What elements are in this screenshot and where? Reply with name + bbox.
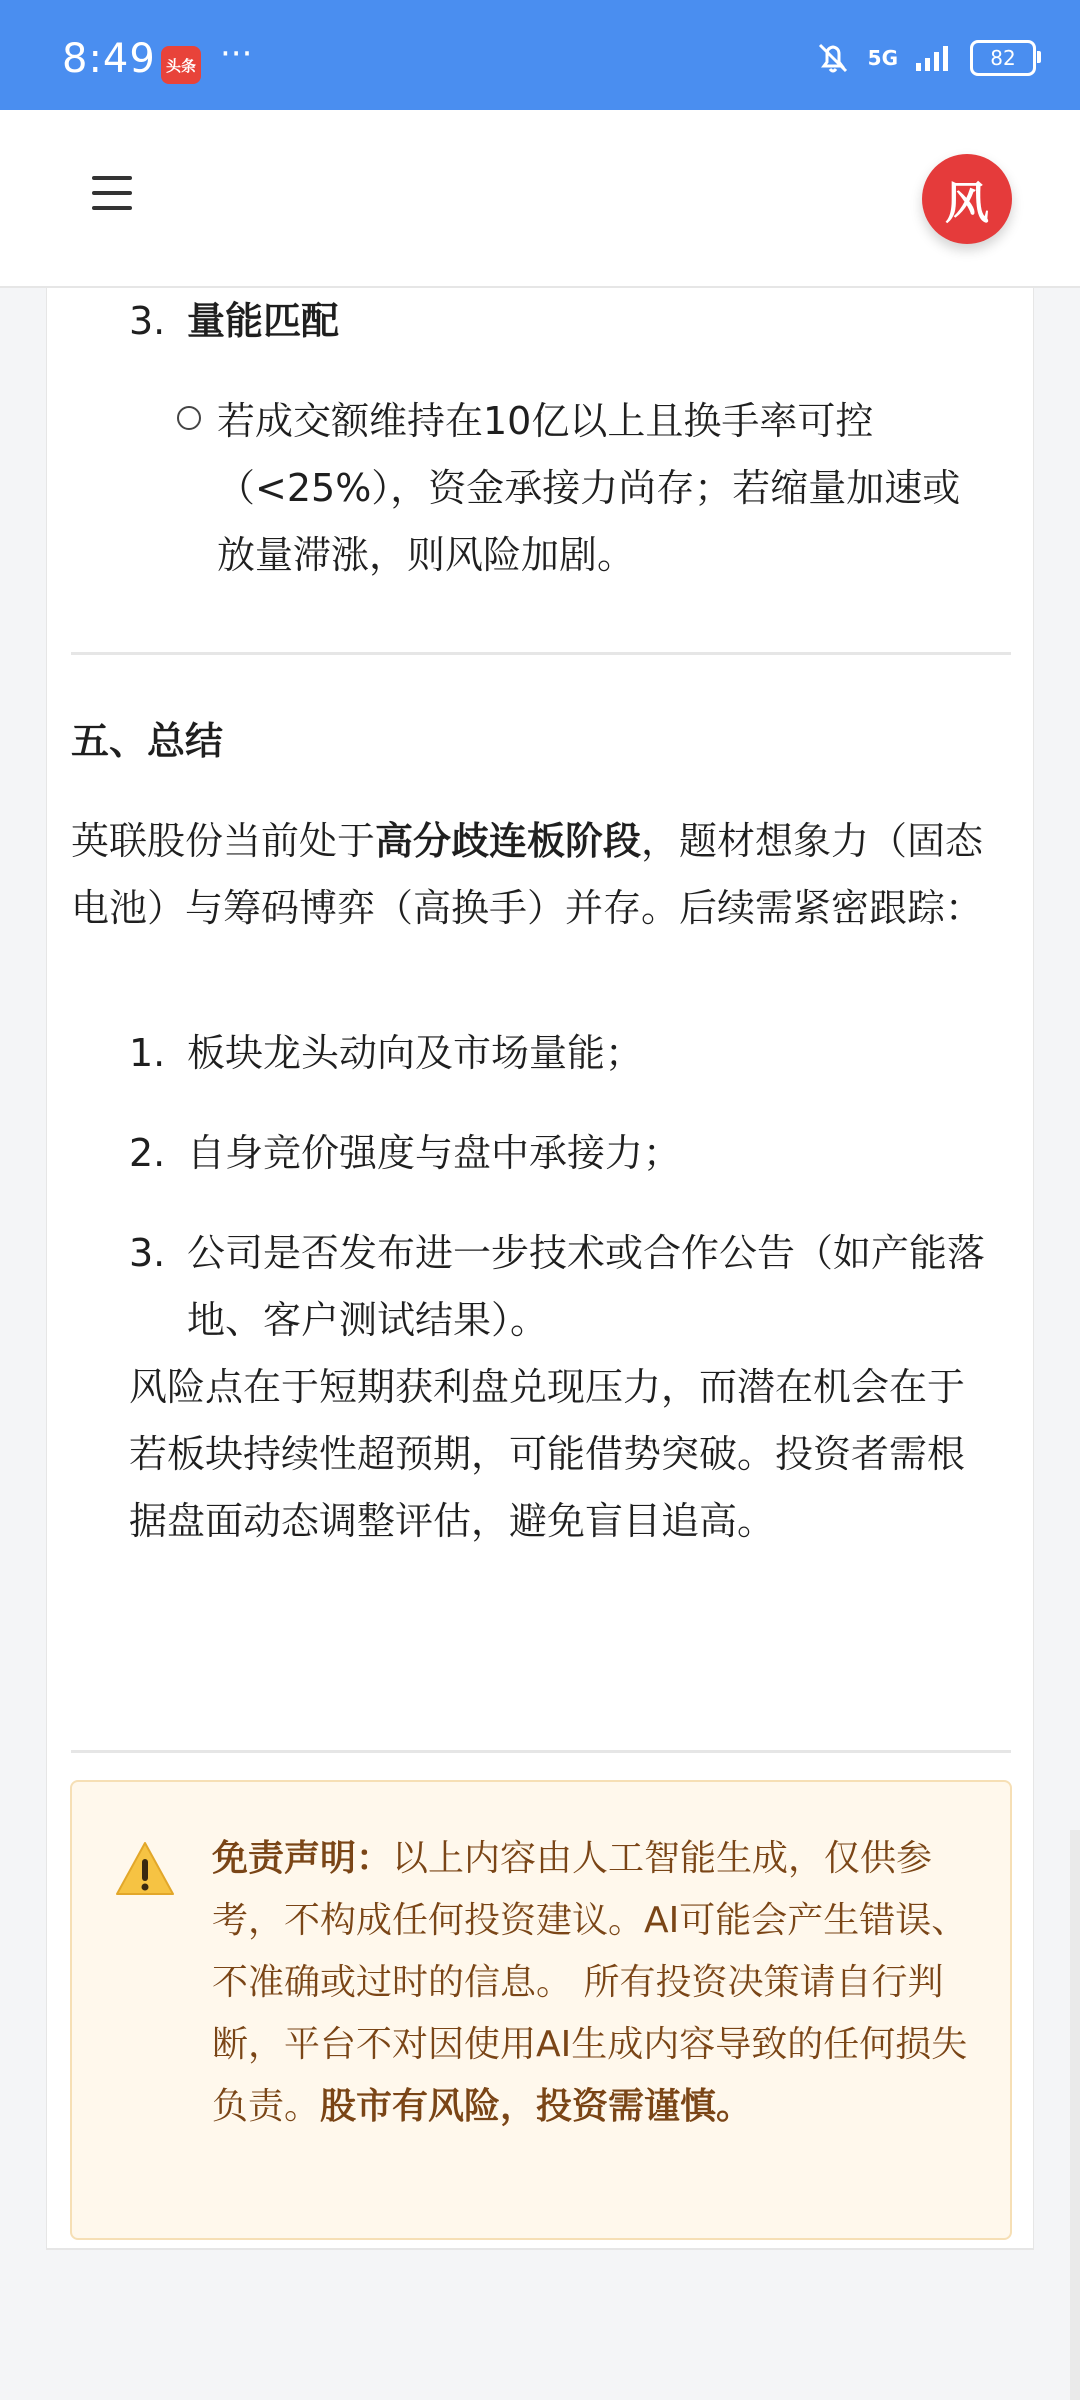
summary-prefix: 英联股份当前处于	[71, 819, 376, 863]
disclaimer-emphasis: 股市有风险，投资需谨慎。	[320, 2086, 753, 2127]
summary-paragraph	[71, 808, 1011, 942]
list-item-title: 量能匹配	[187, 299, 340, 343]
menu-icon[interactable]	[92, 176, 132, 216]
list-number: 1.	[129, 1031, 166, 1075]
list-number: 3.	[129, 299, 166, 343]
scrollbar[interactable]	[1070, 1830, 1080, 2400]
network-5g-icon: 5G	[867, 46, 898, 70]
avatar[interactable]: 风	[922, 154, 1012, 244]
disclaimer-text	[212, 1828, 972, 2138]
disclaimer-label: 免责声明：	[212, 1838, 393, 1879]
section-heading: 五、总结	[71, 719, 224, 763]
signal-icon	[914, 43, 954, 73]
mute-bell-icon	[814, 39, 852, 77]
status-icons	[814, 38, 1036, 78]
battery-icon	[970, 40, 1036, 76]
list-number: 3.	[129, 1231, 166, 1275]
more-notifications-icon: ···	[220, 34, 253, 74]
bullet-text: 若成交额维持在10亿以上且换手率可控（<25%），资金承接力尚存；若缩量加速或放量滞涨，则风险加剧。	[217, 399, 961, 577]
status-bar	[0, 0, 1080, 110]
list-item-text: 板块龙头动向及市场量能；	[187, 1031, 644, 1075]
disclaimer-body: 以上内容由人工智能生成，仅供参考，不构成任何投资建议。AI可能会产生错误、不准确或过时的信息。 所有投资决策请自行判断，平台不对因使用AI生成内容导致的任何损失负责。	[212, 1838, 968, 2127]
list-item-text: 公司是否发布进一步技术或合作公告（如产能落地、客户测试结果）。	[187, 1231, 986, 1342]
summary-suffix: ，题材想象力（固态电池）与筹码博弈（高换手）并存。后续需紧密跟踪：	[71, 819, 984, 930]
battery-level: 82	[990, 46, 1016, 70]
warning-icon	[114, 1840, 176, 1898]
divider	[71, 1750, 1011, 1753]
status-time: 8:49	[62, 36, 156, 82]
disclaimer-box	[70, 1780, 1012, 2240]
bullet-icon	[177, 406, 201, 430]
divider	[71, 652, 1011, 655]
summary-bold: 高分歧连板阶段	[375, 819, 642, 863]
list-item-text: 自身竞价强度与盘中承接力；	[187, 1131, 682, 1175]
app-badge-icon: 头条	[161, 46, 201, 84]
list-number: 2.	[129, 1131, 166, 1175]
closing-paragraph: 风险点在于短期获利盘兑现压力，而潜在机会在于若板块持续性超预期，可能借势突破。投资者需根据盘面动态调整评估，避免盲目追高。	[129, 1365, 966, 1543]
top-bar	[0, 110, 1080, 288]
